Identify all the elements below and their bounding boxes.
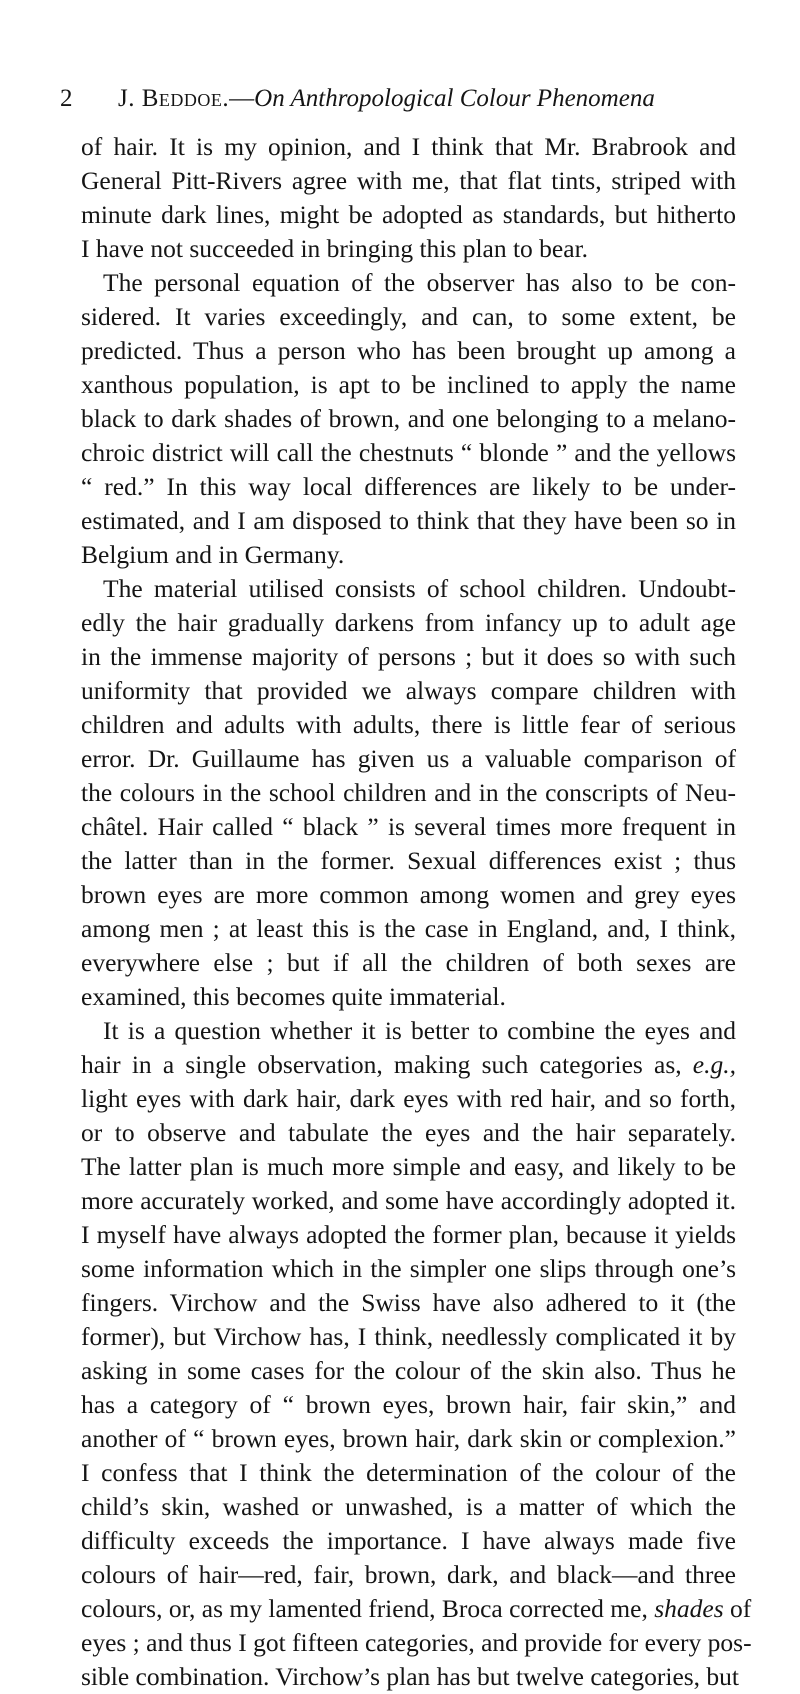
text-line: another of “ brown eyes, brown hair, dark skin or complexion.” [81,1424,736,1453]
text-line: of hair. It is my opinion, and I think that Mr. Brabrook and [81,132,736,161]
text-line: former), but Virchow has, I think, needlessly complicated it by [81,1322,736,1351]
text-line: The material utilised consists of school children. Undoubt- [103,574,736,603]
text-line: some information which in the simpler one slips through one’s [81,1254,736,1283]
text-line: the colours in the school children and in the conscripts of Neu- [81,778,736,807]
text-line: colours of hair—red, fair, brown, dark, and black—and three [81,1560,736,1589]
text-line: in the immense majority of persons ; but it does so with such [81,642,736,671]
text-line: colours, or, as my lamented friend, Broca corrected me, shades of [81,1594,752,1623]
text-line: examined, this becomes quite immaterial. [81,982,506,1011]
text-line: edly the hair gradually darkens from infancy up to adult age [81,608,736,637]
text-line: asking in some cases for the colour of the skin also. Thus he [81,1356,736,1385]
text-line: black to dark shades of brown, and one belonging to a melano- [81,404,736,433]
text-line: child’s skin, washed or unwashed, is a matter of which the [81,1492,736,1521]
text-line: General Pitt-Rivers agree with me, that flat tints, striped with [81,166,736,195]
text-line: fingers. Virchow and the Swiss have also adhered to it (the [81,1288,736,1317]
text-line: difficulty exceeds the importance. I have always made five [81,1526,736,1555]
text-line: eyes ; and thus I got fifteen categories, and provide for every pos- [81,1628,752,1657]
text-line: estimated, and I am disposed to think that they have been so in [81,506,736,535]
text-line: error. Dr. Guillaume has given us a valuable comparison of [81,744,736,773]
header-author: J. Beddoe. [118,85,230,112]
text-line: It is a question whether it is better to combine the eyes and [103,1016,736,1045]
text-line: chroic district will call the chestnuts “ blonde ” and the yellows [81,438,736,467]
text-line: light eyes with dark hair, dark eyes with red hair, and so forth, [81,1084,736,1113]
text-line: I confess that I think the determination of the colour of the [81,1458,736,1487]
text-line: everywhere else ; but if all the children of both sexes are [81,948,736,977]
running-header [60,84,740,114]
text-line: hair in a single observation, making such categories as, e.g., [81,1050,736,1079]
text-line: minute dark lines, might be adopted as standards, but hitherto [81,200,736,229]
text-line: or to observe and tabulate the eyes and the hair separately. [81,1118,736,1147]
emphasis: e.g., [692,1050,736,1079]
text-line: predicted. Thus a person who has been brought up among a [81,336,736,365]
text-line: I have not succeeded in bringing this plan to bear. [81,234,589,263]
text-line: sible combination. Virchow’s plan has but twelve categories, but [81,1662,740,1691]
text-line: the latter than in the former. Sexual differences exist ; thus [81,846,736,875]
header-title: On Anthropological Colour Phenomena [254,85,655,112]
text-line: sidered. It varies exceedingly, and can, to some extent, be [81,302,736,331]
emphasis: shades [654,1594,724,1623]
header-separator: — [229,85,255,112]
text-line: uniformity that provided we always compare children with [81,676,736,705]
body-text [81,130,752,1694]
text-line: among men ; at least this is the case in England, and, I think, [81,914,736,943]
text-line: brown eyes are more common among women and grey eyes [81,880,736,909]
text-line: more accurately worked, and some have accordingly adopted it. [81,1186,736,1215]
text-line: xanthous population, is apt to be inclined to apply the name [81,370,736,399]
text-line: I myself have always adopted the former plan, because it yields [81,1220,736,1249]
page-number: 2 [60,85,73,112]
text-line: châtel. Hair called “ black ” is several times more frequent in [81,812,736,841]
text-line: Belgium and in Germany. [81,540,345,569]
text-line: The personal equation of the observer has also to be con- [103,268,736,297]
text-line: “ red.” In this way local differences are likely to be under- [81,472,736,501]
text-line: The latter plan is much more simple and easy, and likely to be [81,1152,736,1181]
text-line: has a category of “ brown eyes, brown hair, fair skin,” and [81,1390,736,1419]
text-line: children and adults with adults, there is little fear of serious [81,710,736,739]
